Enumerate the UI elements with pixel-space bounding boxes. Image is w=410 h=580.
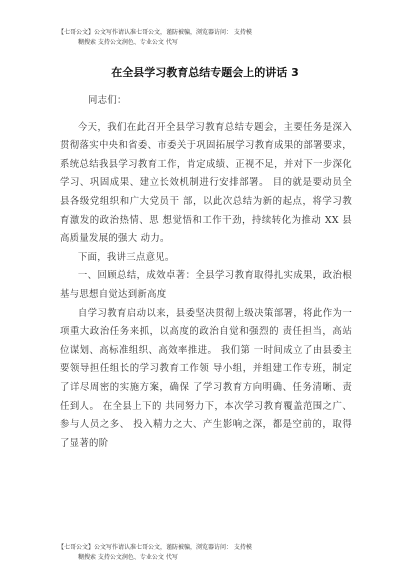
paragraph-section-1: 自学习教育启动以来，县委坚决贯彻上级决策部署，将此作为一项重大政治任务来抓，以高度的政治自觉和强烈的 责任担当，高站位谋划、高标准组织、高效率推进。 我们第 一时间成立了由县委主要领导担任组长的学习教育工作领 导小组，并组建工作专班，制定了详尽周密的实施方案，确保 了学习教育方向明确、任务清晰、责任到人。 在全县上下的 共同努力下，本次学习教育覆盖范围之广、参与人员之多、 投入精力之大、产生影响之深，都是空前的，取得了显著的阶 (60, 307, 352, 449)
footer-banner-line2: 糊搜索 支持公文润色、专业公文 代写 (78, 554, 178, 561)
header-banner (58, 28, 252, 48)
header-banner-line1: 【七哥公文】公文写作请认准七哥公文，谨防被骗，浏览器访问： 支持模 (58, 29, 252, 36)
paragraph-outline: 下面，我讲三点意见。 (77, 251, 175, 263)
header-banner-line2: 糊搜索 支持公文润色、专业公文 代写 (78, 39, 178, 46)
footer-banner-line1: 【七哥公文】公文写作请认准七哥公文，谨防被骗，浏览器访问： 支持模 (58, 544, 252, 551)
salutation: 同志们： (88, 95, 127, 106)
document-body (60, 92, 352, 453)
paragraph-intro: 今天，我们在此召开全县学习教育总结专题会，主要任务是深入贯彻落实中央和省委、市委关于巩固拓展学习教育成果的部署要求，系统总结我县学习教育工作，肯定成绩、正视不足，并对下一步深化学习、巩固成果、建立长效机制进行安排部署。 目的就是要动员全县各级党组织和广大党员干 部，以此次总结为新的起点，将学习教育激发的政治热情、思 想觉悟和工作干劲，持续转化为推动 XX 县高质量发展的强大 动力。 (60, 121, 352, 245)
section-heading-1: 一、回顾总结，成效卓著：全县学习教育取得扎实成果，政治根基与思想自觉达到新高度 (60, 270, 352, 300)
footer-banner (58, 543, 252, 563)
document-title: 在全县学习教育总结专题会上的讲话 3 (111, 66, 299, 79)
